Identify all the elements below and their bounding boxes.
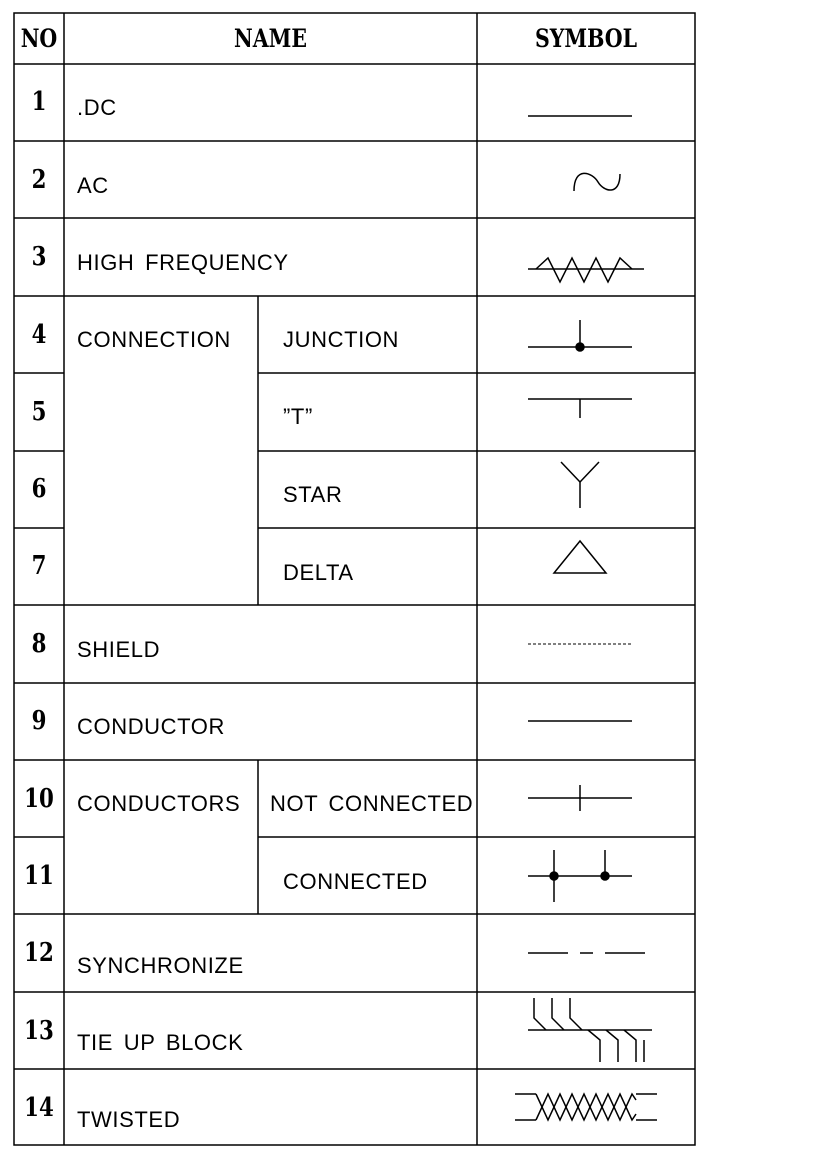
row-name: SHIELD: [77, 637, 161, 662]
twisted-pair-icon: [515, 1094, 657, 1120]
row-sub-name: STAR: [283, 482, 343, 507]
row-sub-name: ”T”: [283, 404, 313, 429]
row-number: 14: [24, 1093, 54, 1123]
row-number: 4: [31, 320, 47, 350]
row-number: 12: [24, 938, 54, 968]
row-name: .DC: [77, 95, 117, 120]
zigzag-wave-icon: [528, 258, 644, 282]
row-number: 5: [31, 397, 47, 427]
row-number: 8: [31, 629, 47, 659]
row-name: CONDUCTOR: [77, 714, 225, 739]
header-no: NO: [20, 24, 58, 53]
t-connection-icon: [528, 399, 632, 418]
row-sub-name: JUNCTION: [283, 327, 400, 352]
row-sub-name: CONNECTED: [283, 869, 428, 894]
star-y-icon: [561, 462, 599, 508]
row-name: SYNCHRONIZE: [77, 953, 244, 978]
row-name: TWISTED: [77, 1107, 181, 1132]
row-number: 13: [24, 1016, 54, 1046]
row-sub-name: DELTA: [283, 560, 354, 585]
row-name: TIE UP BLOCK: [77, 1030, 244, 1055]
row-number: 3: [31, 242, 47, 272]
row-name: AC: [77, 173, 109, 198]
row-number: 10: [24, 784, 54, 814]
row-number: 9: [31, 706, 47, 736]
junction-dot-icon: [528, 320, 632, 351]
group-name-connection: CONNECTION: [77, 327, 231, 352]
row-number: 11: [24, 861, 54, 891]
row-number: 1: [31, 87, 47, 117]
header-name: NAME: [234, 24, 307, 53]
row-number: 7: [31, 551, 47, 581]
row-name: HIGH FREQUENCY: [77, 250, 289, 275]
crossing-lines-icon: [528, 785, 632, 811]
header-symbol: SYMBOL: [534, 24, 638, 53]
sine-wave-icon: [574, 173, 620, 191]
connected-dots-icon: [528, 850, 632, 902]
row-number: 2: [31, 165, 47, 195]
row-number: 6: [31, 474, 47, 504]
tie-up-block-icon: [528, 998, 652, 1062]
delta-triangle-icon: [554, 541, 606, 573]
group-name-conductors: CONDUCTORS: [77, 791, 241, 816]
row-sub-name: NOT CONNECTED: [270, 791, 474, 816]
